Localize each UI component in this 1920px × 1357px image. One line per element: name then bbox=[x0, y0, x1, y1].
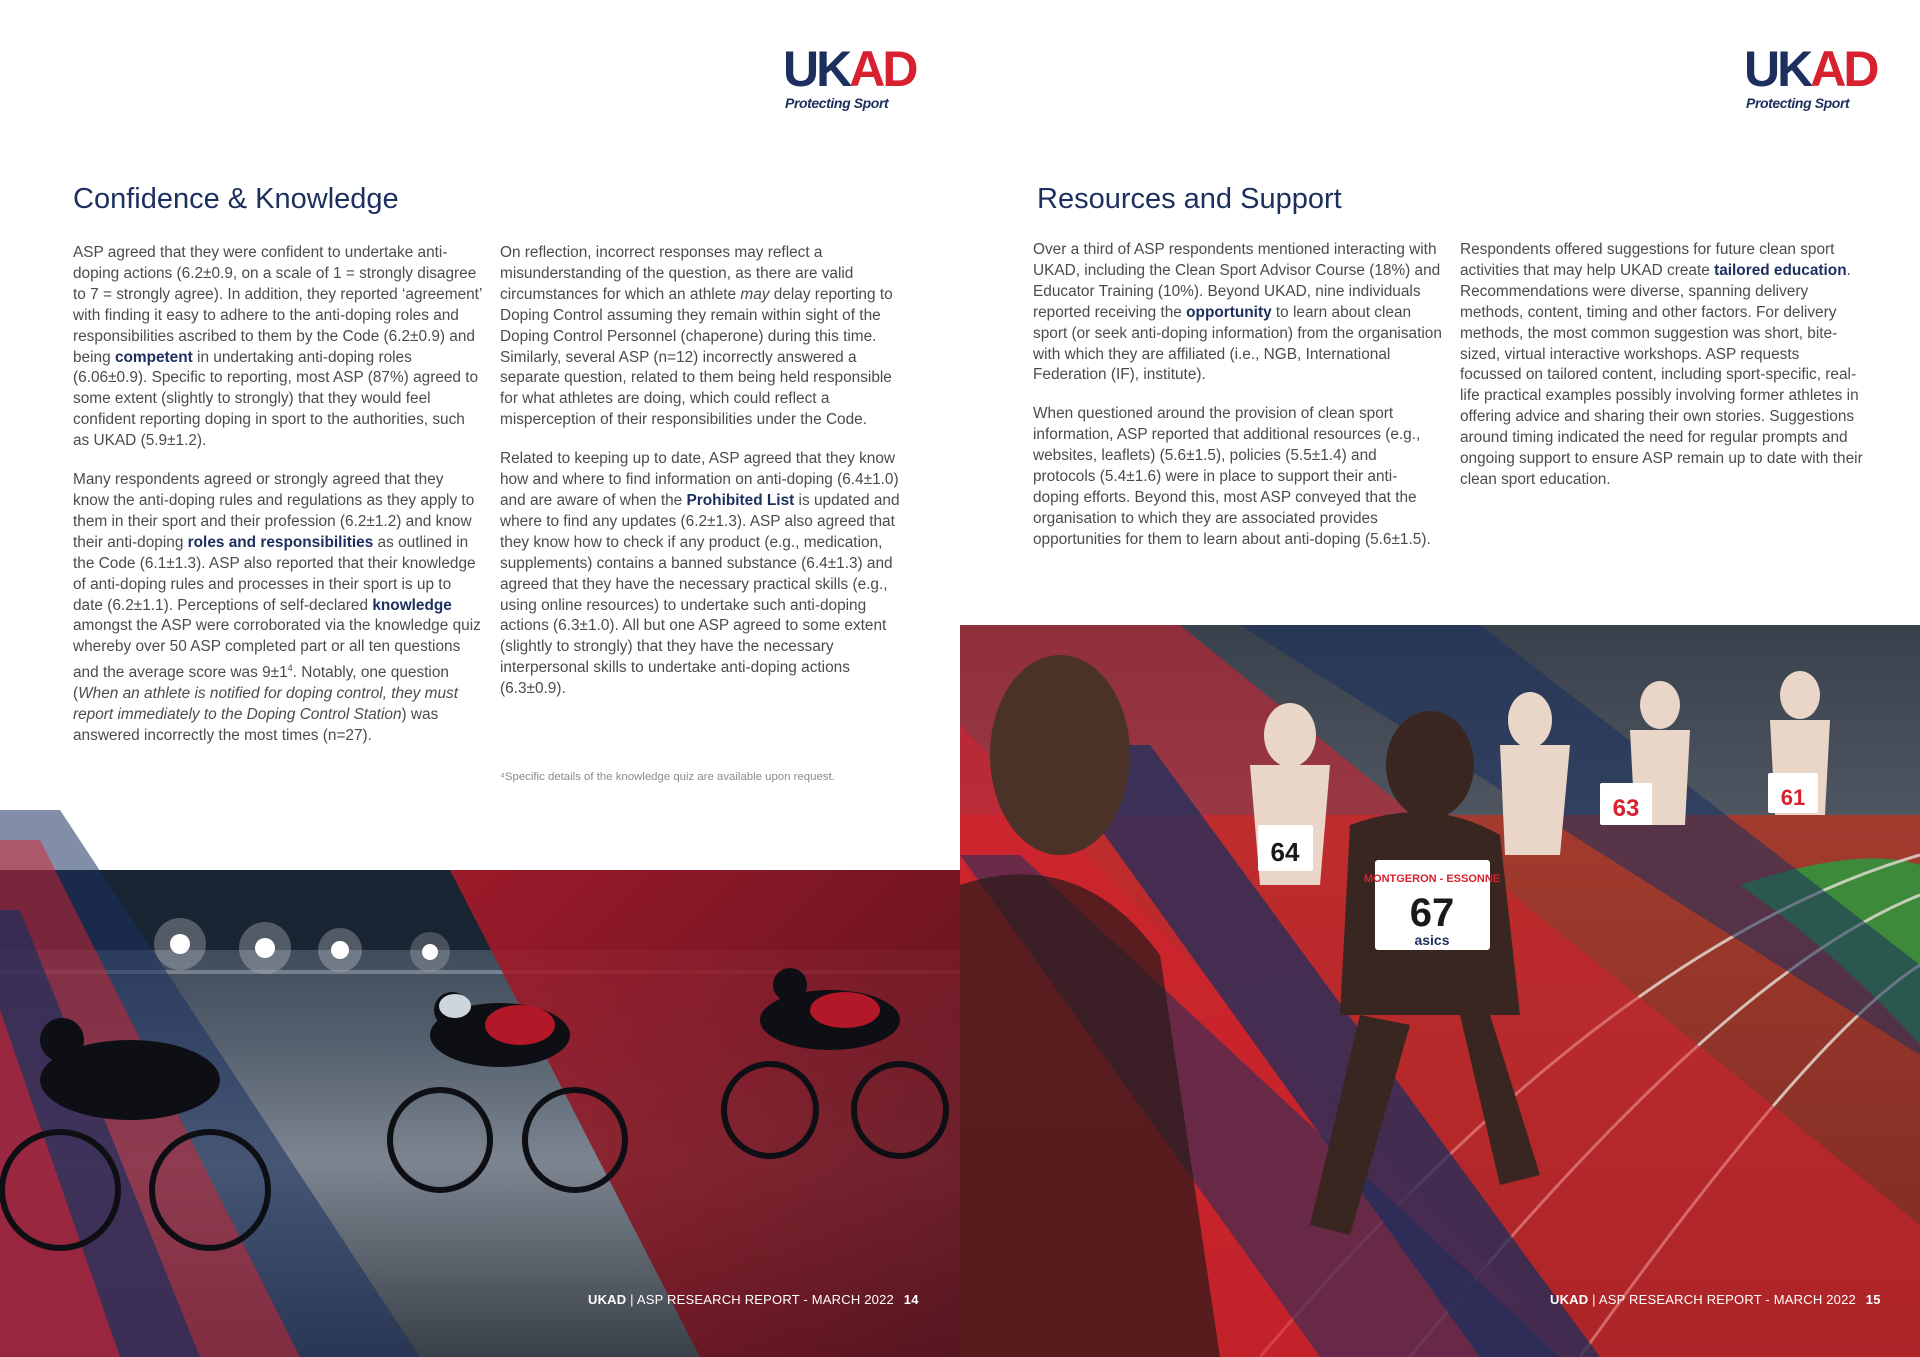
bib-number: 67 bbox=[1409, 891, 1455, 935]
text-column-2 bbox=[500, 243, 905, 718]
paragraph: Respondents offered suggestions for future clean sport activities that may help UKAD create tailored education. Recommendations were diverse, spanning delivery methods, content, timing and other factors. For delivery methods, the most common suggestion was short, bite-sized, virtual interactive workshops. ASP requests focussed on tailored content, including sport-specific, real-life practical examples possibly involving former athletes in offering advice and sharing their own stories. Suggestions around timing indicated the need for regular prompts and ongoing support to ensure ASP remain up to date with their clean sport education. bbox=[1460, 241, 1863, 488]
paragraph: When questioned around the provision of clean sport information, ASP reported that additional resources (e.g., websites, leaflets) (5.6±1.5), policies (5.5±1.4) and protocols (5.4±1.6) were in place to support their anti-doping efforts. Beyond this, most ASP conveyed that the organisation to which they are associated provides opportunities for them to learn about anti-doping (5.6±1.5). bbox=[1033, 405, 1431, 548]
paragraph: Many respondents agreed or strongly agreed that they know the anti-doping rules and regulations as they apply to them in their sport and their profession (6.2±1.2) and know their anti-doping roles and responsibilities as outlined in the Code (6.1±1.3). ASP also reported that their knowledge of anti-doping rules and processes in their sport is up to date (6.2±1.1). Perceptions of self-declared knowledge amongst the ASP were corroborated via the knowledge quiz whereby over 50 ASP completed part or all ten questions and the average score was $9\pm 1^4$. Notably, one question (When an athlete is notified for doping control, they must report immediately to the Doping Control Station) was answered incorrectly the most times (n=27). bbox=[73, 471, 481, 745]
paragraph: On reflection, incorrect responses may reflect a misunderstanding of the question, as there are valid circumstances for which an athlete may delay reporting to Doping Control assuming they remain within sight of the Doping Control Personnel (chaperone) during this time. Similarly, several ASP (n=12) incorrectly answered a separate question, related to them being held responsible for what athletes are doing, which could reflect a misperception of their responsibilities under the Code. bbox=[500, 244, 893, 429]
cyclists-photo bbox=[0, 810, 960, 1357]
page-number: 15 bbox=[1865, 1292, 1881, 1307]
paragraph: ASP agreed that they were confident to undertake anti-doping actions (6.2±0.9, on a scale of 1 = strongly disagree to 7 = strongly agree). In addition, they reported ‘agreement’ with finding it easy to adhere to the anti-doping roles and responsibilities ascribed to them by the Code (6.2±0.9) and being competent in undertaking anti-doping roles (6.06±0.9). Specific to reporting, most ASP (87%) agreed to some extent (slightly to strongly) that they would feel confident reporting doping in sport to the authorities, such as UKAD (5.9±1.2). bbox=[73, 244, 482, 450]
text-column-2 bbox=[1460, 240, 1865, 509]
runners-photo bbox=[960, 625, 1920, 1357]
svg-text:63: 63 bbox=[1612, 795, 1640, 822]
bib-club: MONTGERON - ESSONNE bbox=[1363, 873, 1501, 885]
page-heading: Resources and Support bbox=[1037, 183, 1342, 215]
svg-text:64: 64 bbox=[1270, 837, 1300, 867]
ukad-logo: UKAD Protecting Sport bbox=[1744, 41, 1877, 111]
page-footer: UKAD | ASP RESEARCH REPORT - MARCH 2022 14 bbox=[588, 1292, 919, 1307]
text-column-1 bbox=[73, 243, 483, 765]
svg-text:61: 61 bbox=[1780, 785, 1806, 810]
page-heading: Confidence & Knowledge bbox=[73, 183, 399, 215]
logo-tagline: Protecting Sport bbox=[785, 95, 889, 111]
page-footer: UKAD | ASP RESEARCH REPORT - MARCH 2022 15 bbox=[1550, 1292, 1881, 1307]
paragraph: Over a third of ASP respondents mentioned interacting with UKAD, including the Clean Sport Advisor Course (18%) and Educator Training (10%). Beyond UKAD, nine individuals reported receiving the opportunity to learn about clean sport (or seek anti-doping information) from the organisation with which they are affiliated (i.e., NGB, International Federation (IF), institute). bbox=[1033, 241, 1442, 384]
paragraph: Related to keeping up to date, ASP agreed that they know how and where to find information on anti-doping (6.4±1.0) and are aware of when the Prohibited List is updated and where to find any updates (6.2±1.3). ASP also agreed that they know how to check if any product (e.g., medication, supplements) contains a banned substance (6.4±1.3) and agreed that they have the necessary practical skills (e.g., using online resources) to undertake such anti-doping actions (6.3±1.0). All but one ASP agreed to some extent (slightly to strongly) that they have the necessary interpersonal skills to undertake anti-doping actions (6.3±0.9). bbox=[500, 450, 900, 698]
page-number: 14 bbox=[903, 1292, 919, 1307]
ukad-logo: UKAD Protecting Sport bbox=[783, 41, 916, 111]
right-page bbox=[960, 0, 1920, 1357]
logo-tagline: Protecting Sport bbox=[1746, 95, 1850, 111]
footnote: ⁴Specific details of the knowledge quiz are available upon request. bbox=[500, 771, 835, 783]
text-column-1 bbox=[1033, 240, 1443, 569]
bib-sponsor: asics bbox=[1414, 932, 1450, 948]
